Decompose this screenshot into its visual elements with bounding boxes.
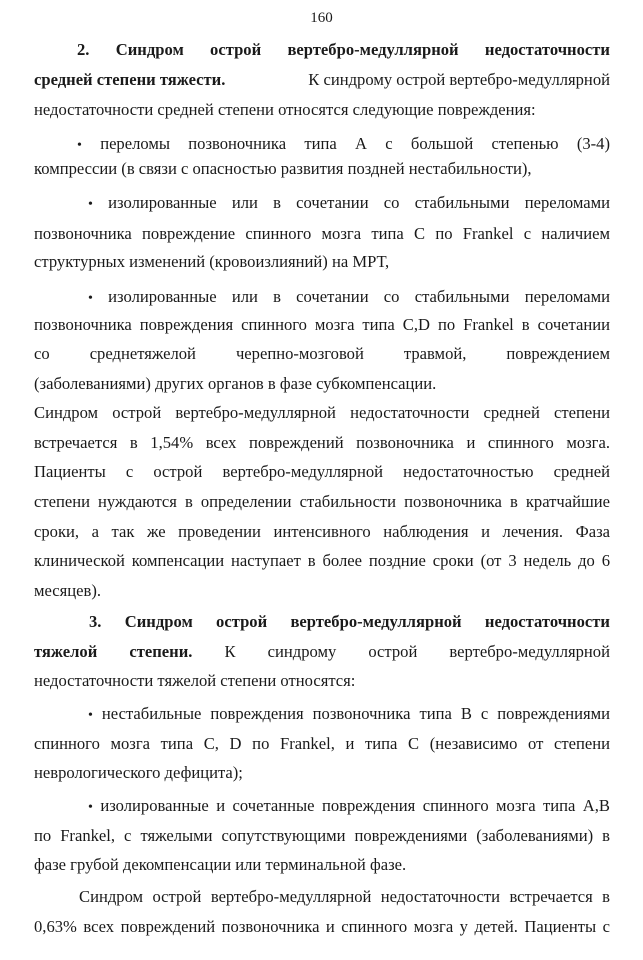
- section2-bullet2-line3: структурных изменений (кровоизлияний) на МРТ,: [34, 252, 390, 271]
- section3-bullet2-line3: фазе грубой декомпенсации или терминальной фазе.: [34, 855, 407, 874]
- bullet-text: изолированные и сочетанные повреждения спинного мозга типа А,В: [100, 796, 610, 815]
- bullet-marker: •: [88, 800, 93, 815]
- section3-heading: [89, 612, 610, 632]
- section2-bullet3-line3: со среднетяжелой черепно-мозговой травмой, повреждением: [34, 344, 610, 363]
- section3-para-line1: Синдром острой вертебро-медуллярной недостаточности встречается в: [79, 887, 610, 906]
- section2-heading: [77, 40, 610, 60]
- bullet-marker: •: [88, 291, 93, 306]
- bullet-text: переломы позвоночника типа А с большой степенью (3-4): [100, 134, 610, 153]
- page-number: 160: [310, 10, 333, 26]
- section2-intro: недостаточности средней степени относятся следующие повреждения:: [34, 100, 536, 119]
- section3-para-line2: 0,63% всех повреждений позвоночника и спинного мозга у детей. Пациенты с: [34, 917, 610, 936]
- section2-intro-rest: К синдрому острой вертебро-медуллярной: [308, 70, 610, 89]
- section2-para-line7: месяцев).: [34, 581, 102, 600]
- section3-bullet1-line3: неврологического дефицита);: [34, 763, 243, 782]
- section3-intro-rest: К синдрому острой вертебро-медуллярной: [224, 642, 610, 661]
- section3-bullet2-line1: [88, 796, 610, 816]
- section3-bullet1-line2: спинного мозга типа C, D по Frankel, и типа С (независимо от степени: [34, 734, 610, 753]
- section2-bullet2-line1: [88, 193, 610, 213]
- section3-number: 3.: [89, 612, 102, 631]
- section2-title-part1: Синдром острой вертебро-медуллярной недостаточности: [115, 40, 610, 59]
- section2-bullet1-line1: [77, 134, 610, 154]
- bullet-text: изолированные или в сочетании со стабильными переломами: [108, 287, 611, 306]
- section2-para-line3: Пациенты с острой вертебро-медуллярной недостаточностью средней: [34, 462, 610, 481]
- bullet-marker: •: [88, 197, 93, 212]
- section2-number: 2.: [77, 40, 90, 59]
- bullet-text: изолированные или в сочетании со стабильными переломами: [108, 193, 611, 212]
- section2-para-line5: сроки, а так же проведении интенсивного наблюдения и лечения. Фаза: [34, 522, 610, 541]
- bullet-marker: •: [88, 708, 93, 723]
- section3-bullet1-line1: [88, 704, 610, 724]
- section3-heading-line2: [34, 642, 610, 662]
- section3-bullet2-line2: по Frankel, с тяжелыми сопутствующими повреждениями (заболеваниями) в: [34, 826, 610, 845]
- section2-bullet3-line1: [88, 287, 610, 307]
- section2-bullet3-line2: позвоночника повреждения спинного мозга типа C,D по Frankel в сочетании: [34, 315, 610, 334]
- section2-bullet2-line2: позвоночника повреждение спинного мозга типа С по Frankel с наличием: [34, 224, 610, 243]
- section3-title-part1: Синдром острой вертебро-медуллярной недостаточности: [124, 612, 610, 631]
- section2-heading-line2: [34, 70, 610, 90]
- section3-intro: недостаточности тяжелой степени относятся:: [34, 671, 356, 690]
- section2-para-line1: Синдром острой вертебро-медуллярной недостаточности средней степени: [34, 403, 610, 422]
- section2-para-line4: степени нуждаются в определении стабильности позвоночника в кратчайшие: [34, 492, 610, 511]
- section2-bullet3-line4: (заболеваниями) других органов в фазе субкомпенсации.: [34, 374, 437, 393]
- section2-para-line6: клинической компенсации наступает в более поздние сроки (от 3 недель до 6: [34, 551, 610, 570]
- section2-title-part2: средней степени тяжести.: [34, 70, 226, 89]
- section2-para-line2: встречается в 1,54% всех повреждений позвоночника и спинного мозга.: [34, 433, 610, 452]
- section3-title-part2: тяжелой степени.: [34, 642, 193, 661]
- bullet-text: нестабильные повреждения позвоночника типа В с повреждениями: [101, 704, 611, 723]
- section2-bullet1-line2: компрессии (в связи с опасностью развития поздней нестабильности),: [34, 159, 532, 178]
- bullet-marker: •: [77, 138, 82, 153]
